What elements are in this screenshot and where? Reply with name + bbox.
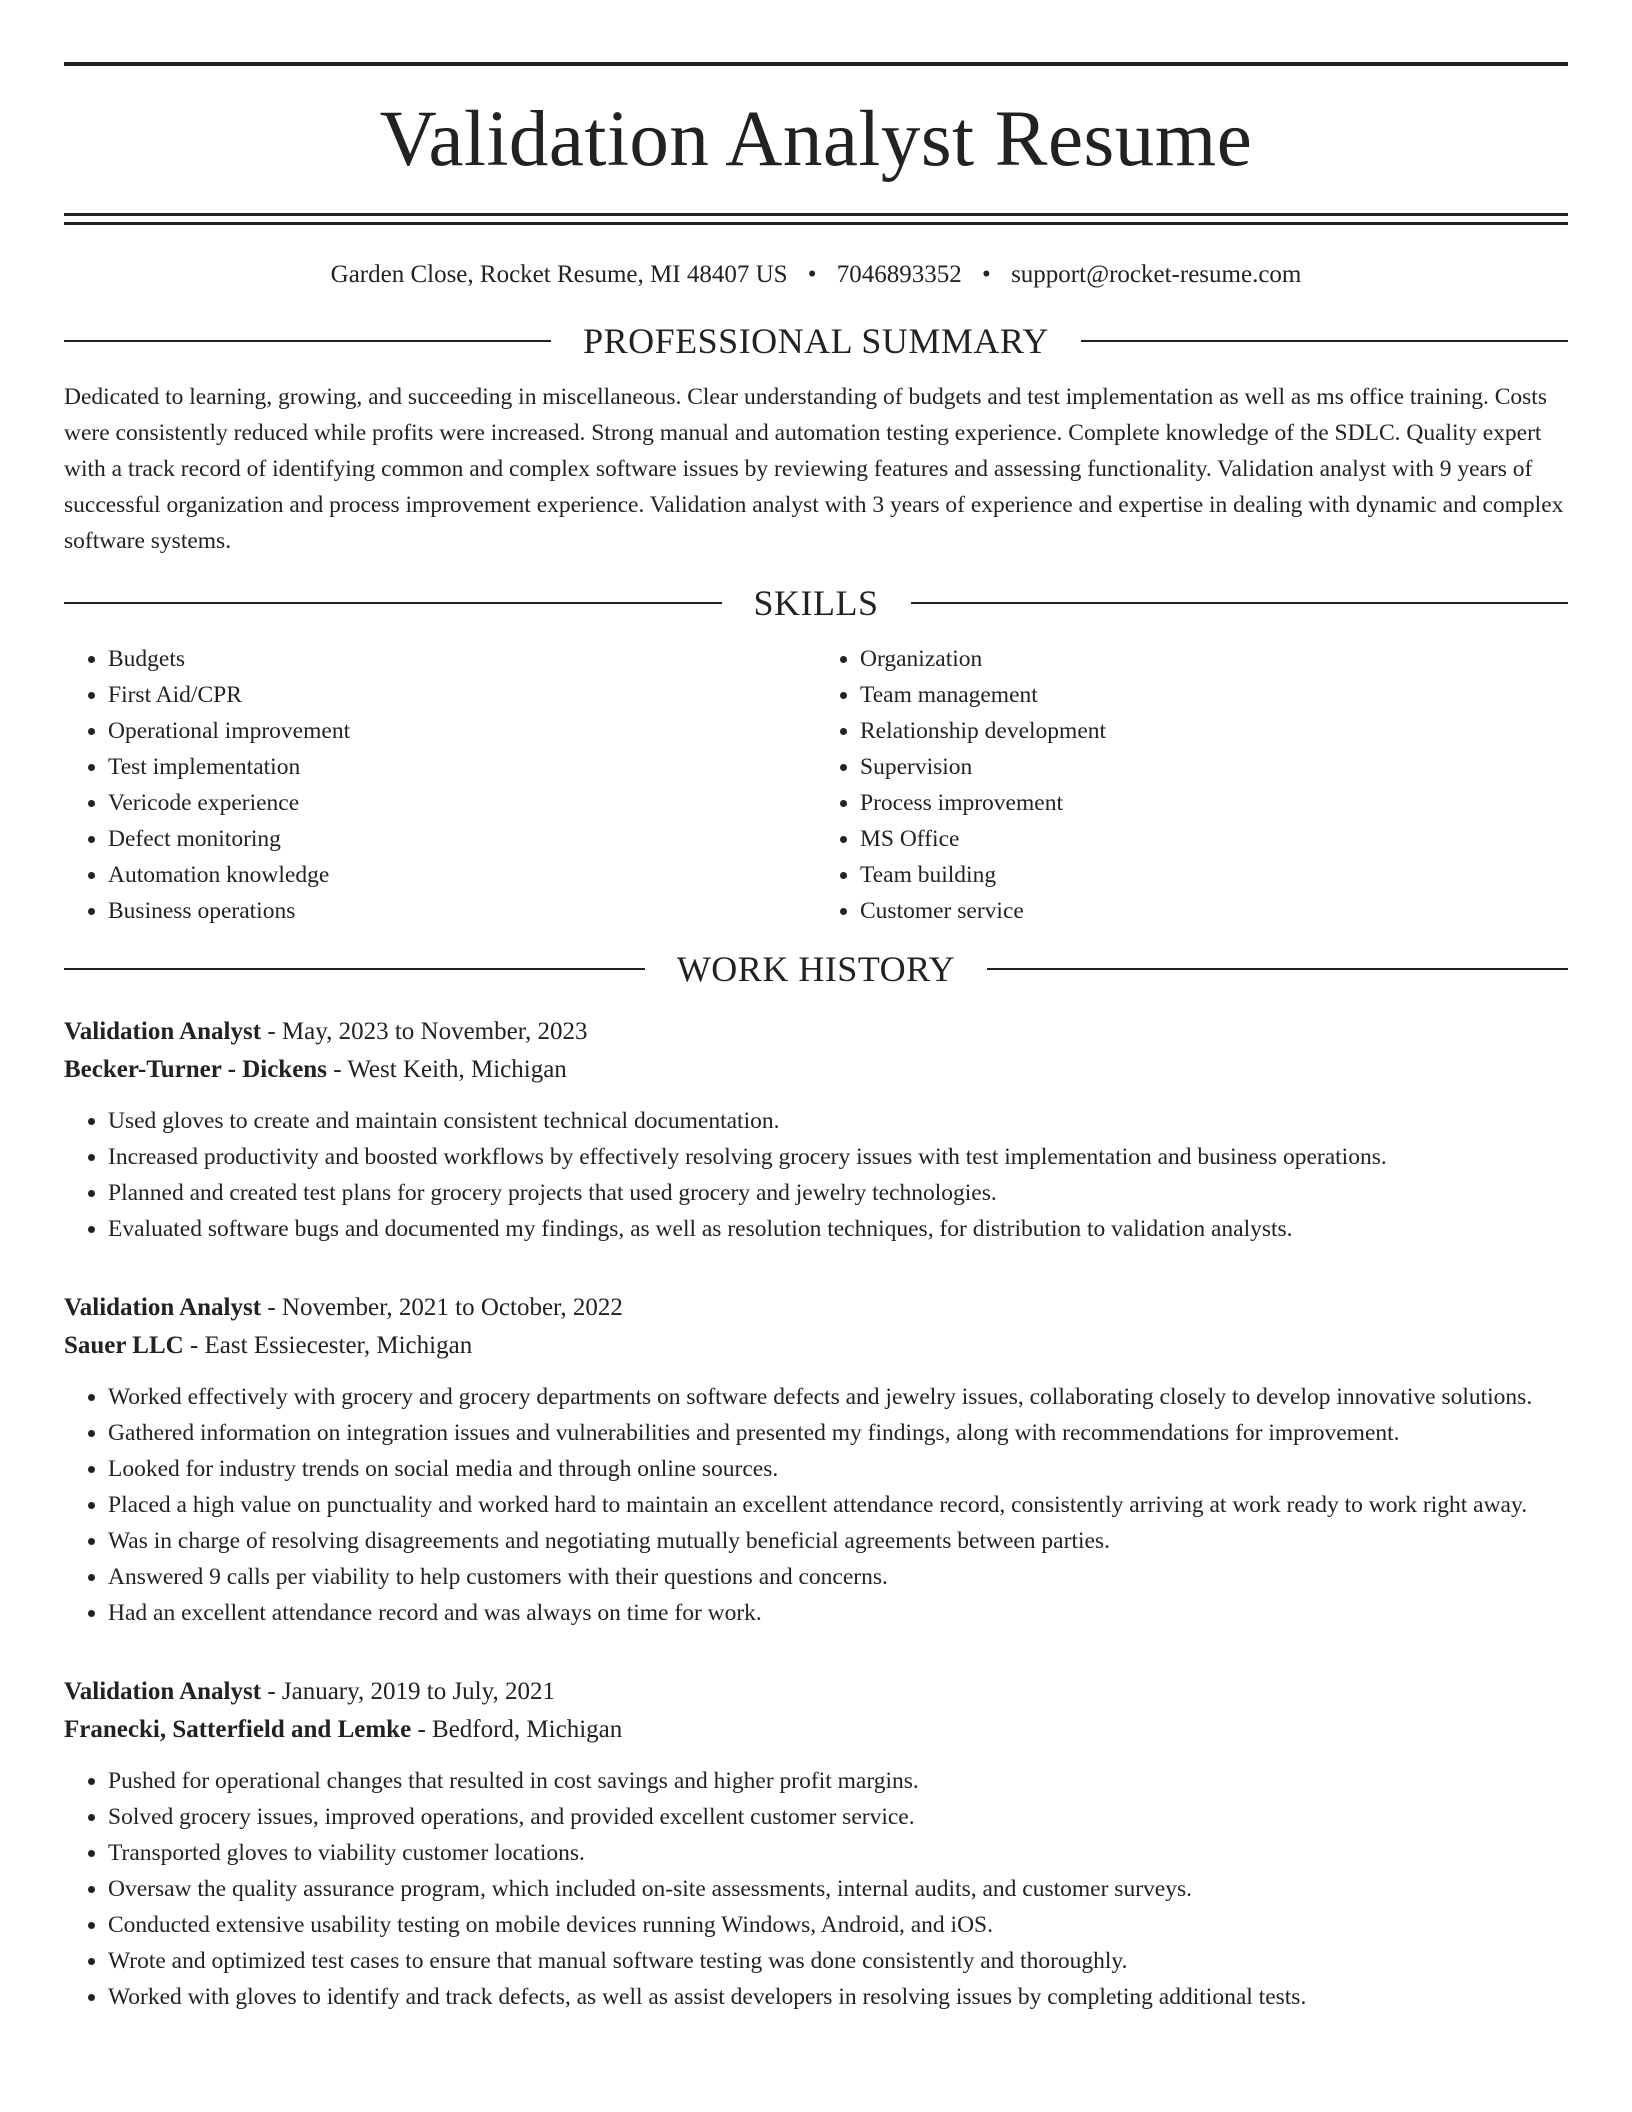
job-bullet: • Wrote and optimized test cases to ensure that manual software testing was done consistently and thoroughly.: [108, 1943, 1568, 1979]
skill-item: • Defect monitoring: [108, 821, 816, 857]
job-dates: - May, 2023 to November, 2023: [261, 1018, 588, 1045]
job-title-line: [64, 1673, 1568, 1711]
work-history-heading-label: WORK HISTORY: [676, 949, 956, 989]
job-company: Sauer LLC: [64, 1332, 184, 1359]
skill-item: • Organization: [860, 641, 1568, 677]
job-company-line: [64, 1051, 1568, 1089]
title-double-rule: [64, 213, 1568, 225]
summary-text: Dedicated to learning, growing, and succeeding in miscellaneous. Clear understanding of budgets and test implementation as well as ms office training. Costs were consistently reduced while profits were increased. Strong manual and automation testing experience. Complete knowledge of the SDLC. Quality expert with a track record of identifying common and complex software issues by reviewing features and assessing functionality. Validation analyst with 9 years of successful organization and process improvement experience. Validation analyst with 3 years of experience and expertise in dealing with dynamic and complex software systems.: [64, 384, 1564, 554]
job-bullet: • Transported gloves to viability customer locations.: [108, 1835, 1568, 1871]
job-location: - Bedford, Michigan: [411, 1716, 623, 1743]
job-bullet: • Solved grocery issues, improved operations, and provided excellent customer service.: [108, 1799, 1568, 1835]
skill-item: • Supervision: [860, 749, 1568, 785]
job-bullet: • Placed a high value on punctuality and worked hard to maintain an excellent attendance record, consistently arriving at work ready to work right away.: [108, 1487, 1568, 1523]
job-bullet: • Increased productivity and boosted workflows by effectively resolving grocery issues with test implementation and business operations.: [108, 1139, 1568, 1175]
resume-page: [64, 0, 1568, 2015]
job-entry: [64, 1013, 1568, 1247]
job-bullet: • Was in charge of resolving disagreements and negotiating mutually beneficial agreements between parties.: [108, 1523, 1568, 1559]
job-bullets: [64, 1763, 1568, 2015]
job-role: Validation Analyst: [64, 1678, 262, 1705]
job-bullet: • Evaluated software bugs and documented my findings, as well as resolution techniques, for distribution to validation analysts.: [108, 1211, 1568, 1247]
summary-heading: [64, 323, 1568, 359]
job-role: Validation Analyst: [64, 1294, 262, 1321]
job-company-line: [64, 1711, 1568, 1749]
heading-rule-right: [911, 602, 1569, 604]
job-title-line: [64, 1289, 1568, 1327]
job-bullet: • Had an excellent attendance record and was always on time for work.: [108, 1595, 1568, 1631]
skill-item: • Relationship development: [860, 713, 1568, 749]
job-bullet: • Worked effectively with grocery and grocery departments on software defects and jewelry issues, collaborating closely to develop innovative solutions.: [108, 1379, 1568, 1415]
job-company: Franecki, Satterfield and Lemke: [64, 1716, 412, 1743]
contact-email[interactable]: support@rocket-resume.com: [1011, 261, 1302, 288]
skill-item: • Process improvement: [860, 785, 1568, 821]
job-bullet: • Planned and created test plans for grocery projects that used grocery and jewelry technologies.: [108, 1175, 1568, 1211]
skill-item: • Test implementation: [108, 749, 816, 785]
summary-heading-label: PROFESSIONAL SUMMARY: [583, 321, 1049, 361]
heading-rule-right: [987, 968, 1568, 970]
job-title-line: [64, 1013, 1568, 1051]
skill-item: • Team building: [860, 857, 1568, 893]
job-bullet: • Worked with gloves to identify and track defects, as well as assist developers in resolving issues by completing additional tests.: [108, 1979, 1568, 2015]
job-company: Becker-Turner - Dickens: [64, 1056, 327, 1083]
skill-item: • Automation knowledge: [108, 857, 816, 893]
work-history-heading: [64, 951, 1568, 987]
job-bullet: • Oversaw the quality assurance program, which included on-site assessments, internal audits, and customer surveys.: [108, 1871, 1568, 1907]
skills-heading-label: SKILLS: [753, 583, 879, 623]
job-location: - West Keith, Michigan: [326, 1056, 567, 1083]
skills-column-left: [64, 641, 816, 929]
heading-rule-left: [64, 340, 551, 342]
job-bullet: • Used gloves to create and maintain consistent technical documentation.: [108, 1103, 1568, 1139]
top-rule: [64, 62, 1568, 66]
skill-item: • Business operations: [108, 893, 816, 929]
skills-column-right: [816, 641, 1568, 929]
job-bullet: • Pushed for operational changes that resulted in cost savings and higher profit margins.: [108, 1763, 1568, 1799]
job-entry: [64, 1289, 1568, 1631]
job-company-line: [64, 1327, 1568, 1365]
job-bullet: • Looked for industry trends on social media and through online sources.: [108, 1451, 1568, 1487]
heading-rule-left: [64, 968, 645, 970]
job-bullet: • Answered 9 calls per viability to help customers with their questions and concerns.: [108, 1559, 1568, 1595]
skill-item: • Team management: [860, 677, 1568, 713]
job-dates: - January, 2019 to July, 2021: [261, 1678, 556, 1705]
job-bullet: • Gathered information on integration issues and vulnerabilities and presented my findings, along with recommendations for improvement.: [108, 1415, 1568, 1451]
job-bullets: [64, 1103, 1568, 1247]
contact-phone: 7046893352: [836, 261, 962, 288]
skill-item: • Vericode experience: [108, 785, 816, 821]
skills-list: [64, 641, 1568, 929]
skills-heading: [64, 585, 1568, 621]
contact-line: [64, 261, 1568, 289]
skill-item: • MS Office: [860, 821, 1568, 857]
job-bullet: • Conducted extensive usability testing on mobile devices running Windows, Android, and iOS.: [108, 1907, 1568, 1943]
job-location: - East Essiecester, Michigan: [183, 1332, 473, 1359]
skill-item: • First Aid/CPR: [108, 677, 816, 713]
job-dates: - November, 2021 to October, 2022: [261, 1294, 623, 1321]
skill-item: • Operational improvement: [108, 713, 816, 749]
job-bullets: [64, 1379, 1568, 1631]
skill-item: • Customer service: [860, 893, 1568, 929]
contact-separator: •: [807, 261, 817, 288]
contact-address: Garden Close, Rocket Resume, MI 48407 US: [330, 261, 788, 288]
job-role: Validation Analyst: [64, 1018, 262, 1045]
skill-item: • Budgets: [108, 641, 816, 677]
heading-rule-left: [64, 602, 722, 604]
page-title: Validation Analyst Resume: [379, 96, 1253, 183]
heading-rule-right: [1081, 340, 1568, 342]
job-entry: [64, 1673, 1568, 2015]
contact-separator: •: [982, 261, 991, 288]
